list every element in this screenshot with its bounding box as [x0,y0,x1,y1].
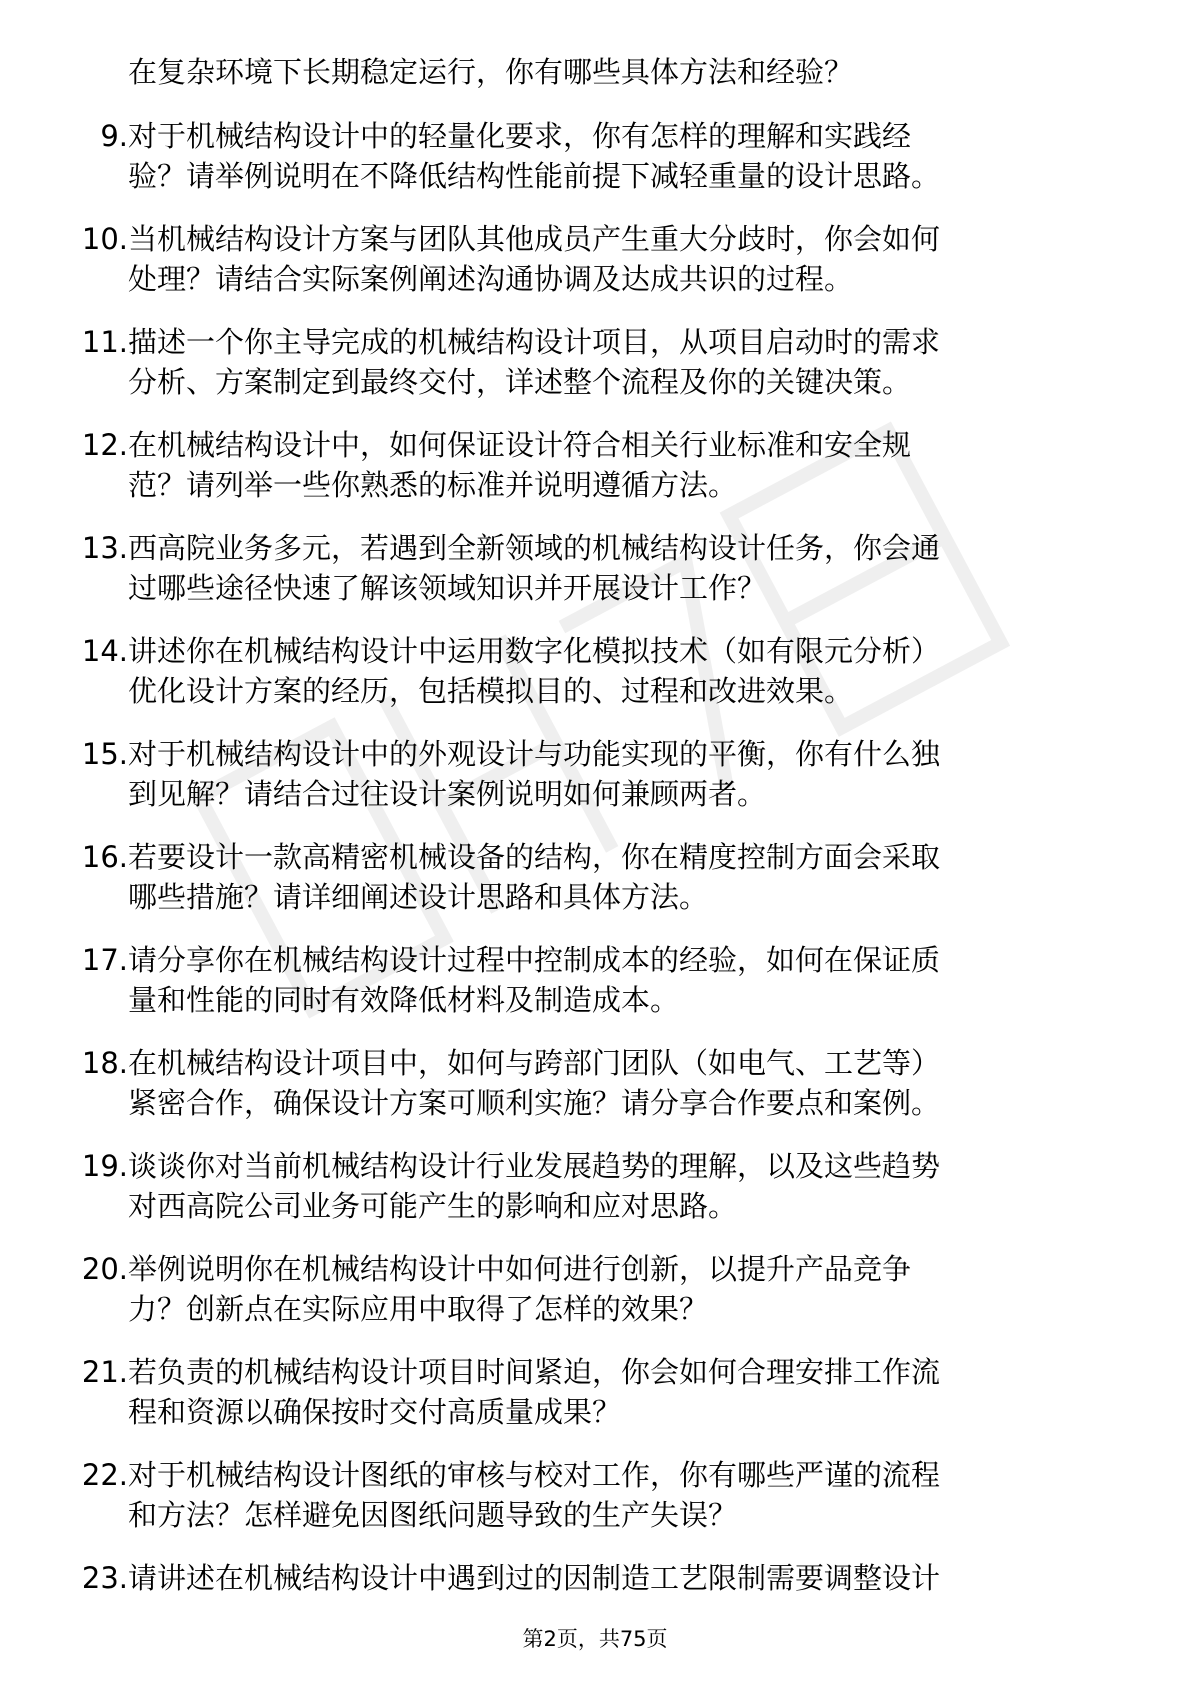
question-text-line: 请讲述在机械结构设计中遇到过的因制造工艺限制需要调整设计 [128,1561,941,1595]
question-number: 12. [81,428,128,462]
question-item [40,631,1130,711]
question-text [128,425,1108,505]
question-text [128,528,1108,608]
question-item [40,1146,1130,1226]
question-text-line: 哪些措施？请详细阐述设计思路和具体方法。 [128,880,709,914]
question-item [40,425,1130,505]
question-text-line: 描述一个你主导完成的机械结构设计项目，从项目启动时的需求 [128,325,941,359]
question-text [128,940,1108,1020]
question-text-line: 若要设计一款高精密机械设备的结构，你在精度控制方面会采取 [128,840,941,874]
question-text [128,1249,1108,1329]
question-item [40,1043,1130,1123]
question-number: 19. [81,1149,128,1183]
question-text [128,1043,1108,1123]
question-item [40,1352,1130,1432]
question-text [128,219,1108,299]
question-number: 10. [81,222,128,256]
question-item [40,1455,1130,1535]
question-item [40,528,1130,608]
question-text-line: 在机械结构设计项目中，如何与跨部门团队（如电气、工艺等） [128,1046,941,1080]
question-item [40,837,1130,917]
question-item [40,1249,1130,1329]
question-item [40,1558,1130,1598]
question-text-line: 对于机械结构设计中的外观设计与功能实现的平衡，你有什么独 [128,737,941,771]
page-number-footer: 第2页，共75页 [522,1627,668,1651]
question-item [40,322,1130,402]
question-text [128,734,1108,814]
question-text-line: 谈谈你对当前机械结构设计行业发展趋势的理解，以及这些趋势 [128,1149,941,1183]
question-text [128,322,1108,402]
question-number: 14. [81,634,128,668]
question-text [128,1455,1108,1535]
question-text-line: 程和资源以确保按时交付高质量成果？ [128,1395,622,1429]
question-item [40,116,1130,196]
question-text-line: 验？请举例说明在不降低结构性能前提下减轻重量的设计思路。 [128,159,941,193]
question-text [128,1146,1108,1226]
question-number: 11. [81,325,128,359]
question-text-line: 若负责的机械结构设计项目时间紧迫，你会如何合理安排工作流 [128,1355,941,1389]
question-text [128,1558,1108,1598]
question-text-line: 和方法？怎样避免因图纸问题导致的生产失误？ [128,1498,738,1532]
question-number: 20. [81,1252,128,1286]
question-number: 22. [81,1458,128,1492]
continued-question-text: 在复杂环境下长期稳定运行，你有哪些具体方法和经验？ [128,55,854,89]
question-text-line: 请分享你在机械结构设计过程中控制成本的经验，如何在保证质 [128,943,941,977]
question-text-line: 量和性能的同时有效降低材料及制造成本。 [128,983,680,1017]
question-text-line: 力？创新点在实际应用中取得了怎样的效果？ [128,1292,709,1326]
question-number: 9. [100,119,128,153]
question-number: 18. [81,1046,128,1080]
question-text-line: 举例说明你在机械结构设计中如何进行创新，以提升产品竞争 [128,1252,912,1286]
question-text [128,116,1108,196]
question-text-line: 到见解？请结合过往设计案例说明如何兼顾两者。 [128,777,767,811]
question-text-line: 紧密合作，确保设计方案可顺利实施？请分享合作要点和案例。 [128,1086,941,1120]
question-number: 16. [81,840,128,874]
question-list [40,116,1130,1621]
question-text-line: 对于机械结构设计中的轻量化要求，你有怎样的理解和实践经 [128,119,912,153]
question-item [40,734,1130,814]
question-text-line: 处理？请结合实际案例阐述沟通协调及达成共识的过程。 [128,262,854,296]
question-text-line: 当机械结构设计方案与团队其他成员产生重大分歧时，你会如何 [128,222,941,256]
question-number: 17. [81,943,128,977]
question-item [40,219,1130,299]
question-text [128,1352,1108,1432]
question-text-line: 对西高院公司业务可能产生的影响和应对思路。 [128,1189,738,1223]
question-text [128,631,1108,711]
question-text-line: 优化设计方案的经历，包括模拟目的、过程和改进效果。 [128,674,854,708]
question-text-line: 过哪些途径快速了解该领域知识并开展设计工作？ [128,571,767,605]
question-text-line: 对于机械结构设计图纸的审核与校对工作，你有哪些严谨的流程 [128,1458,941,1492]
question-number: 23. [81,1561,128,1595]
question-number: 21. [81,1355,128,1389]
question-text [128,837,1108,917]
question-number: 13. [81,531,128,565]
question-item [40,940,1130,1020]
question-text-line: 分析、方案制定到最终交付，详述整个流程及你的关键决策。 [128,365,912,399]
question-text-line: 西高院业务多元，若遇到全新领域的机械结构设计任务，你会通 [128,531,941,565]
question-text-line: 范？请列举一些你熟悉的标准并说明遵循方法。 [128,468,738,502]
question-text-line: 讲述你在机械结构设计中运用数字化模拟技术（如有限元分析） [128,634,941,668]
question-text-line: 在机械结构设计中，如何保证设计符合相关行业标准和安全规 [128,428,912,462]
question-number: 15. [81,737,128,771]
